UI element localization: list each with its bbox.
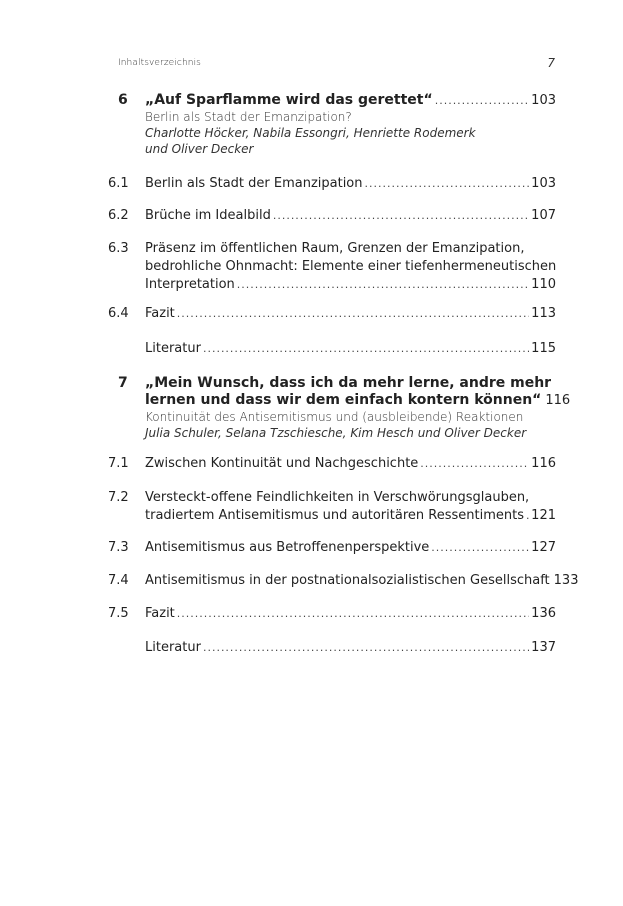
entry-page: 115 [531,341,556,356]
entry-title: lernen und dass wir dem einfach kontern können“ [145,392,542,408]
leader-dots [431,540,529,556]
leader-dots [203,341,529,357]
entry-page: 116 [531,456,556,471]
entry-page: 116 [545,393,571,408]
entry-subtitle: Berlin als Stadt der Emanzipation? [145,110,352,124]
entry-page: 113 [531,306,556,321]
leader-dots [420,456,529,472]
entry-authors: Julia Schuler, Selana Tzschiesche, Kim Hesch und Oliver Decker [145,426,527,440]
entry-number: 6 [118,92,128,108]
entry-number: 7.3 [108,540,129,555]
entry-page: 107 [531,208,556,223]
entry-title: Antisemitismus aus Betroffenenperspektive [145,540,430,555]
entry-title: Berlin als Stadt der Emanzipation [145,176,363,191]
entry-number: 7.2 [108,490,129,505]
header-page-number: 7 [547,56,555,70]
entry-title-line-2: bedrohliche Ohnmacht: Elemente einer tiefenhermeneutischen [145,259,557,274]
entry-page: 127 [531,540,556,555]
entry-title: Literatur [145,640,201,655]
leader-dots [526,508,529,524]
entry-number: 7.5 [108,606,129,621]
entry-title: Fazit [145,306,175,321]
entry-number: 6.1 [108,176,129,191]
leader-dots [177,306,529,322]
entry-title: Brüche im Idealbild [145,208,271,223]
entry-title: Fazit [145,606,175,621]
running-header [118,56,555,72]
entry-title: tradiertem Antisemitismus und autoritären Ressentiments [145,508,524,523]
entry-title-line-1: Präsenz im öffentlichen Raum, Grenzen der Emanzipation, [145,241,525,256]
entry-title-line-1: Versteckt-offene Feindlichkeiten in Verschwörungsglauben, [145,490,530,505]
entry-page: 133 [553,573,579,588]
entry-title-line-1: „Mein Wunsch, dass ich da mehr lerne, andre mehr [145,375,552,391]
entry-subtitle: Kontinuität des Antisemitismus und (ausbleibende) Reaktionen [145,410,524,424]
entry-number: 6.3 [108,241,129,256]
entry-authors: Charlotte Höcker, Nabila Essongri, Henriette Rodemerk [145,126,476,140]
entry-title: Interpretation [145,277,235,292]
entry-number: 6.4 [108,306,129,321]
entry-title: Antisemitismus in der postnationalsozialistischen Gesellschaft [145,573,550,588]
leader-dots [365,176,530,192]
leader-dots [237,277,529,293]
entry-title: Literatur [145,341,201,356]
leader-dots [177,606,529,622]
entry-page: 137 [531,640,556,655]
entry-page: 136 [531,606,556,621]
entry-page: 110 [531,277,556,292]
leader-dots [273,208,529,224]
leader-dots [435,92,529,109]
leader-dots [203,640,529,656]
entry-page: 103 [531,176,556,191]
entry-number: 7.1 [108,456,129,471]
entry-number: 7 [118,375,128,391]
entry-page: 103 [531,93,556,108]
header-section-title: Inhaltsverzeichnis [118,58,201,68]
entry-page: 121 [531,508,556,523]
entry-authors-continued: und Oliver Decker [145,142,254,156]
entry-number: 7.4 [108,573,129,588]
entry-number: 6.2 [108,208,129,223]
entry-title: „Auf Sparflamme wird das gerettet“ [145,92,433,108]
entry-title: Zwischen Kontinuität und Nachgeschichte [145,456,419,471]
